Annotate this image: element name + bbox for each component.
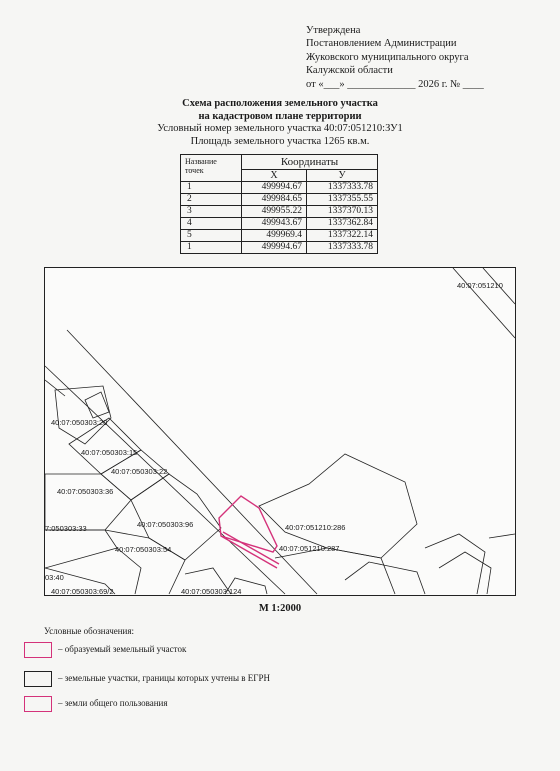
plot-area: Площадь земельного участка 1265 кв.м. — [190, 135, 370, 147]
common-use-strip — [221, 532, 279, 568]
table-row: 2 499984.65 1337355.55 — [181, 194, 378, 206]
map-scale: М 1:2000 — [258, 603, 302, 614]
parcel-boundary — [45, 474, 131, 530]
parcel-boundary — [439, 552, 491, 594]
col-header-x: Х — [242, 170, 307, 182]
approval-block — [306, 24, 546, 91]
approval-date-line: от «___» _____________ 2026 г. № ____ — [306, 78, 484, 90]
col-header-coordinates: Координаты — [242, 155, 378, 170]
approval-line: Жуковского муниципального округа — [306, 51, 469, 63]
new-plot-group — [219, 496, 279, 568]
parcel-label: 40:07:050303:96 — [137, 520, 194, 529]
legend-swatch — [24, 671, 52, 687]
road-line — [45, 366, 285, 594]
parcel-boundary — [259, 454, 417, 558]
coordinates-table — [180, 154, 378, 254]
parcel-label: 40:07:050303:69/2 — [51, 587, 114, 595]
parcel-label: 03:40 — [45, 573, 64, 582]
cadastral-map — [44, 267, 516, 596]
parcel-boundary — [275, 548, 395, 594]
approval-line: Утверждена — [306, 25, 361, 36]
parcel-label: 40:07:051210:286 — [285, 523, 346, 532]
parcel-boundary — [105, 530, 185, 594]
parcel-label: 7:050303:33 — [45, 524, 87, 533]
table-row: 1 499994.67 1337333.78 — [181, 242, 378, 254]
new-plot-boundary — [219, 496, 277, 552]
col-header-point-name: Название точек — [181, 155, 242, 182]
parcel-boundary — [453, 268, 515, 338]
approval-line: Калужской области — [306, 65, 393, 77]
table-row: 1 499994.67 1337333.78 — [181, 182, 378, 194]
parcel-boundary — [45, 530, 117, 568]
parcel-boundary — [425, 534, 485, 594]
map-drawing — [45, 268, 515, 595]
road-line — [67, 330, 317, 594]
parcel-boundary — [489, 534, 515, 538]
table-row: 5 499969.4 1337322.14 — [181, 230, 378, 242]
parcel-boundary — [117, 548, 141, 594]
heading-title: Схема расположения земельного участка — [182, 98, 378, 109]
parcel-label: 40:07:051210:287 — [279, 544, 340, 553]
parcel-label: 40:07:050303:22 — [111, 467, 168, 476]
parcel-label: 40:07:050303:124 — [181, 587, 242, 595]
parcel-label: 40:07:050303:36 — [57, 487, 114, 496]
legend-text: – земельные участки, границы которых учтены в ЕГРН — [58, 673, 270, 683]
document-heading — [0, 98, 560, 148]
parcel-label: 40:07:050303:15 — [81, 448, 138, 457]
conditional-number: Условный номер земельного участка 40:07:051210:ЗУ1 — [157, 123, 403, 134]
table-row: 4 499943.67 1337362.84 — [181, 218, 378, 230]
col-header-y: У — [307, 170, 378, 182]
table-row: 3 499955.22 1337370.13 — [181, 206, 378, 218]
legend-swatch — [24, 642, 52, 658]
legend-swatch — [24, 696, 52, 712]
legend-title: Условные обозначения: — [44, 626, 135, 636]
legend-text: – образуемый земельный участок — [58, 644, 187, 654]
parcel-label: 40:07:051210 — [457, 281, 503, 290]
parcel-label: 40:07:050303:54 — [115, 545, 172, 554]
parcel-labels — [45, 281, 503, 595]
parcel-boundary — [345, 562, 425, 594]
parcel-label: 40:07:050303:20 — [51, 418, 108, 427]
heading-subtitle: на кадастровом плане территории — [198, 110, 362, 122]
approval-line: Постановлением Администрации — [306, 38, 457, 50]
legend-text: – земли общего пользования — [58, 698, 168, 708]
